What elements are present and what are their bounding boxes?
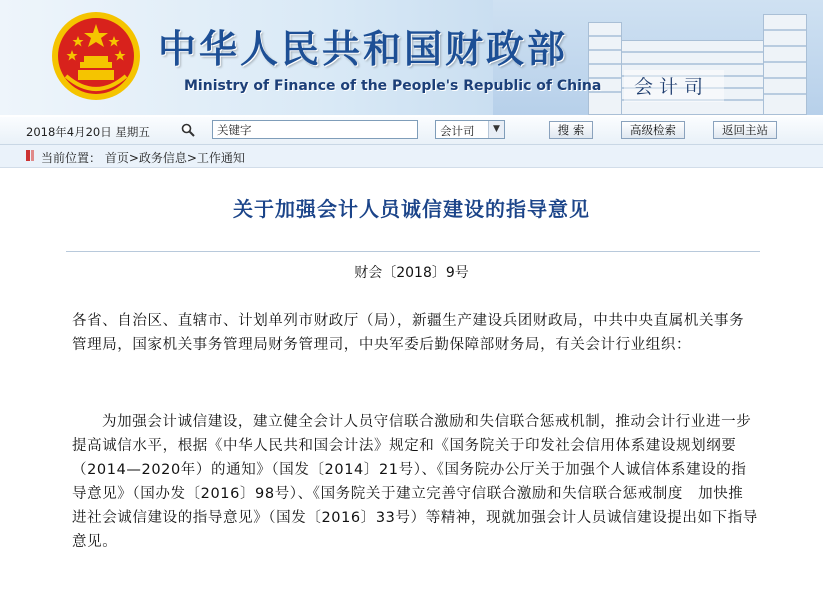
search-scope-value: 会计司 <box>440 124 475 138</box>
search-button[interactable]: 搜 索 <box>549 121 593 139</box>
header-banner <box>0 0 823 115</box>
site-title-english: Ministry of Finance of the People's Republic of China <box>184 78 602 94</box>
search-toolbar <box>0 117 823 145</box>
breadcrumb <box>0 145 823 168</box>
search-input[interactable] <box>212 120 418 139</box>
breadcrumb-marker-icon <box>26 150 30 161</box>
search-scope-select[interactable] <box>435 120 505 139</box>
advanced-search-button[interactable]: 高级检索 <box>621 121 685 139</box>
article-title: 关于加强会计人员诚信建设的指导意见 <box>233 197 590 221</box>
building-graphic <box>763 14 807 115</box>
article-paragraph: 各省、自治区、直辖市、计划单列市财政厅（局），新疆生产建设兵团财政局，中共中央直属机关事务管理局，国家机关事务管理局财务管理司，中央军委后勤保障部财务局，有关会计行业组织： <box>72 313 745 353</box>
breadcrumb-marker-icon <box>31 150 34 161</box>
current-date: 2018年4月20日 星期五 <box>26 125 150 139</box>
site-title: 中华人民共和国财政部 <box>158 27 569 71</box>
national-emblem-icon <box>50 10 142 102</box>
building-graphic <box>588 22 622 115</box>
chevron-down-icon: ▼ <box>488 121 504 138</box>
title-divider <box>66 251 760 252</box>
breadcrumb-text[interactable]: 当前位置： 首页>政务信息>工作通知 <box>41 151 245 165</box>
document-number: 财会〔2018〕9号 <box>354 265 469 281</box>
department-name: 会计司 <box>634 76 710 98</box>
article-paragraph: 为加强会计诚信建设，建立健全会计人员守信联合激励和失信联合惩戒机制，推动会计行业进一步提高诚信水平，根据《中华人民共和国会计法》规定和《国务院关于印发社会信用体系建设规划纲要（2014—2020年）的通知》（国发〔2014〕21号）、《国务院办公厅关于加强个人诚信体系建设的指导意见》（国办发〔2016〕98号）、《国务院关于建立完善守信联合激励和失信联合惩戒制度 加快推进社会诚信建设的指导意见》（国发〔2016〕33号）等精神，现就加强会计人员诚信建设提出如下指导意见。 <box>72 414 758 550</box>
search-icon <box>181 123 195 137</box>
return-home-button[interactable]: 返回主站 <box>713 121 777 139</box>
